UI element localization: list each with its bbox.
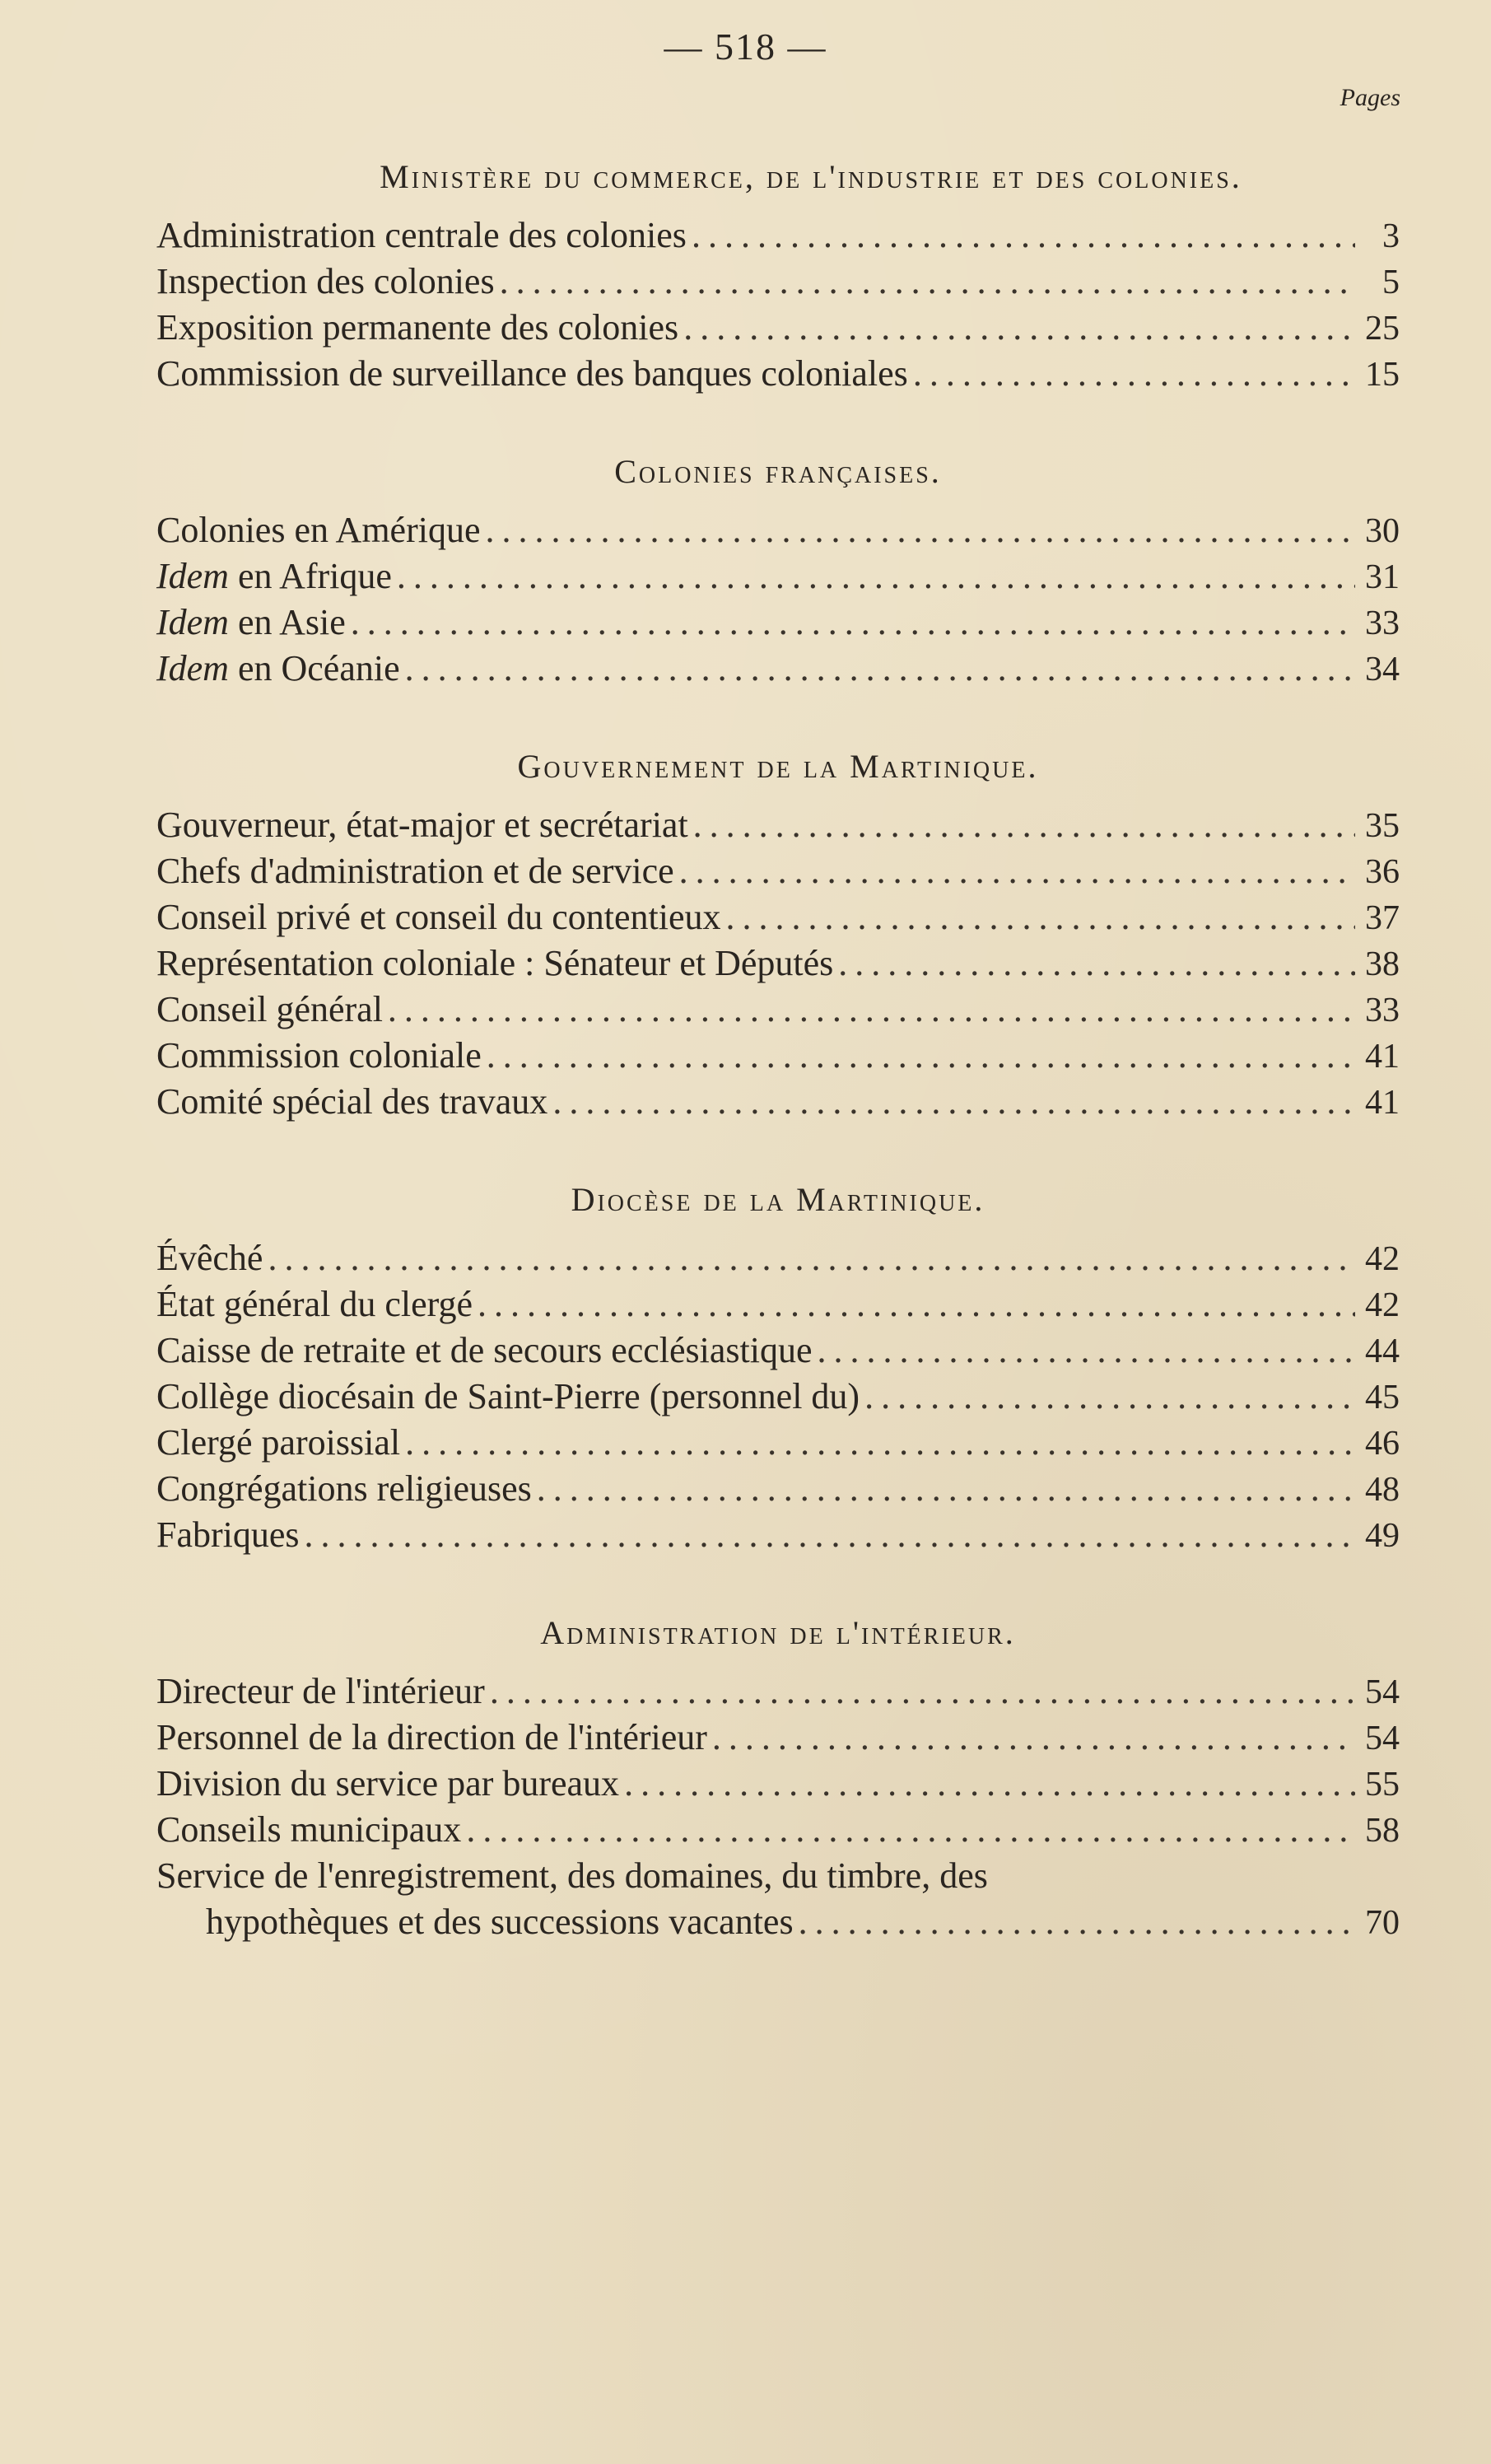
dot-leader <box>351 600 1355 646</box>
toc-entry[interactable] <box>156 1668 1400 1715</box>
entry-page: 54 <box>1365 1720 1400 1757</box>
idem-prefix: Idem <box>156 602 229 642</box>
entry-label: Clergé paroissial <box>156 1422 401 1463</box>
entry-page: 41 <box>1365 1038 1400 1076</box>
entry-page: 30 <box>1365 512 1400 550</box>
entry-page: 36 <box>1365 853 1400 891</box>
entry-page: 37 <box>1365 899 1400 937</box>
entry-page: 31 <box>1365 558 1400 596</box>
dot-leader <box>679 848 1355 894</box>
dot-leader <box>490 1668 1355 1715</box>
entry-label: Colonies en Amérique <box>156 510 481 550</box>
dot-leader <box>913 351 1355 397</box>
toc-entry[interactable] <box>156 212 1400 259</box>
section-title: Administration de l'intérieur. <box>540 1614 1016 1651</box>
entry-label: Personnel de la direction de l'intérieur <box>156 1717 707 1757</box>
entry-page: 41 <box>1365 1084 1400 1122</box>
entry-page: 38 <box>1365 945 1400 983</box>
entry-page: 49 <box>1365 1517 1400 1555</box>
entry-page: 48 <box>1365 1471 1400 1509</box>
section-title: Diocèse de la Martinique. <box>571 1181 985 1218</box>
entry-label-rest: en Afrique <box>228 556 392 596</box>
entry-label-rest: en Océanie <box>228 648 400 688</box>
entry-label: Exposition permanente des colonies <box>156 307 679 348</box>
dot-leader <box>305 1512 1355 1558</box>
entry-label: Conseil général <box>156 989 383 1029</box>
entry-label: Commission coloniale <box>156 1035 482 1076</box>
entry-label: Fabriques <box>156 1514 300 1555</box>
toc-entry[interactable] <box>156 1328 1400 1374</box>
section-colonies-francaises <box>156 448 1400 692</box>
entry-page: 55 <box>1365 1766 1400 1804</box>
section-title: Colonies françaises. <box>614 453 942 490</box>
dot-leader <box>405 1420 1355 1466</box>
toc-entry[interactable] <box>156 259 1400 305</box>
entry-page: 42 <box>1365 1240 1400 1278</box>
entry-label: Chefs d'administration et de service <box>156 851 674 891</box>
entry-page: 3 <box>1382 217 1400 255</box>
entry-page: 15 <box>1365 356 1400 394</box>
entry-label: Directeur de l'intérieur <box>156 1671 485 1711</box>
page-number: — 518 — <box>664 26 827 68</box>
dot-leader <box>268 1235 1355 1281</box>
toc-entry[interactable] <box>156 646 1400 692</box>
entry-label: Collège diocésain de Saint-Pierre (personnel du) <box>156 1376 860 1416</box>
entry-page: 44 <box>1365 1332 1400 1370</box>
entry-label-rest: en Asie <box>228 602 346 642</box>
entry-label: Division du service par bureaux <box>156 1763 620 1804</box>
dot-leader <box>487 1033 1355 1079</box>
dot-leader <box>537 1466 1355 1512</box>
entry-label: Service de l'enregistrement, des domaines, du timbre, des <box>156 1855 988 1896</box>
entry-label: Évêché <box>156 1238 263 1278</box>
entry-label <box>156 553 392 600</box>
dot-leader <box>799 1899 1355 1945</box>
toc-entry[interactable] <box>156 1761 1400 1807</box>
toc-entry[interactable] <box>156 1807 1400 1853</box>
entry-page: 42 <box>1365 1286 1400 1324</box>
toc-entry[interactable] <box>156 1079 1400 1125</box>
entry-label: Inspection des colonies <box>156 261 495 301</box>
toc-entry[interactable] <box>156 1374 1400 1420</box>
dot-leader <box>388 987 1355 1033</box>
dot-leader <box>486 507 1356 553</box>
entry-label: Administration centrale des colonies <box>156 215 687 255</box>
dot-leader <box>683 305 1355 351</box>
dot-leader <box>693 802 1355 848</box>
dot-leader <box>818 1328 1355 1374</box>
entry-list <box>156 1668 1400 1945</box>
entry-list <box>156 212 1400 397</box>
entry-page: 25 <box>1365 310 1400 348</box>
toc-entry[interactable] <box>156 553 1400 600</box>
toc-entry[interactable] <box>156 987 1400 1033</box>
dot-leader <box>692 212 1355 259</box>
idem-prefix: Idem <box>156 556 229 596</box>
entry-label: Congrégations religieuses <box>156 1468 532 1509</box>
entry-page: 33 <box>1365 992 1400 1029</box>
idem-prefix: Idem <box>156 648 229 688</box>
entry-page: 5 <box>1382 264 1400 301</box>
toc-entry[interactable] <box>156 940 1400 987</box>
section-diocese-martinique <box>156 1176 1400 1558</box>
entry-list <box>156 1235 1400 1558</box>
toc-entry[interactable] <box>156 351 1400 397</box>
dot-leader <box>624 1761 1355 1807</box>
dot-leader <box>397 553 1355 600</box>
entry-page: 54 <box>1365 1673 1400 1711</box>
dot-leader <box>478 1281 1355 1328</box>
toc-entry[interactable] <box>156 1715 1400 1761</box>
section-gouvernement-martinique <box>156 743 1400 1125</box>
entry-page: 46 <box>1365 1425 1400 1463</box>
toc-entry[interactable] <box>156 1512 1400 1558</box>
entry-label: Gouverneur, état-major et secrétariat <box>156 805 688 845</box>
entry-page: 35 <box>1365 807 1400 845</box>
dot-leader <box>552 1079 1355 1125</box>
entry-label-continuation <box>156 1899 1400 1945</box>
section-title: Gouvernement de la Martinique. <box>517 748 1039 785</box>
section-administration-interieur <box>156 1609 1400 1945</box>
entry-page: 58 <box>1365 1812 1400 1850</box>
toc-entry[interactable] <box>156 1420 1400 1466</box>
dot-leader <box>405 646 1355 692</box>
dot-leader <box>500 259 1355 305</box>
entry-label: Conseils municipaux <box>156 1809 462 1850</box>
toc-entry[interactable] <box>156 1033 1400 1079</box>
dot-leader <box>712 1715 1355 1761</box>
toc-entry[interactable] <box>156 802 1400 848</box>
dot-leader <box>864 1374 1355 1420</box>
dot-leader <box>466 1807 1355 1853</box>
entry-label: État général du clergé <box>156 1284 473 1324</box>
dot-leader <box>726 894 1355 940</box>
toc-entry[interactable] <box>156 848 1400 894</box>
entry-label: Représentation coloniale : Sénateur et Députés <box>156 943 834 983</box>
entry-page: 45 <box>1365 1379 1400 1416</box>
section-ministere <box>156 153 1400 397</box>
entry-label: Conseil privé et conseil du contentieux <box>156 897 721 937</box>
toc-entry[interactable] <box>156 305 1400 351</box>
entry-list <box>156 507 1400 692</box>
toc-entry[interactable] <box>156 1281 1400 1328</box>
entry-label: Caisse de retraite et de secours ecclésiastique <box>156 1330 813 1370</box>
entry-label: Comité spécial des travaux <box>156 1081 548 1122</box>
entry-list <box>156 802 1400 1125</box>
pages-column-label: Pages <box>1340 84 1400 111</box>
toc-entry[interactable] <box>156 1235 1400 1281</box>
toc-entry[interactable] <box>156 600 1400 646</box>
toc-entry[interactable] <box>156 1466 1400 1512</box>
entry-label-line2: hypothèques et des successions vacantes <box>206 1902 794 1942</box>
toc-entry[interactable] <box>156 894 1400 940</box>
entry-page: 34 <box>1365 651 1400 688</box>
entry-page: 33 <box>1365 604 1400 642</box>
section-title: Ministère du commerce, de l'industrie et des colonies. <box>380 158 1242 195</box>
entry-page: 70 <box>1365 1904 1400 1942</box>
table-of-contents <box>156 153 1400 1945</box>
entry-label <box>156 600 346 646</box>
toc-entry[interactable] <box>156 1853 1400 1945</box>
entry-label: Commission de surveillance des banques coloniales <box>156 353 908 394</box>
toc-entry[interactable] <box>156 507 1400 553</box>
dot-leader <box>838 940 1355 987</box>
entry-label <box>156 646 400 692</box>
